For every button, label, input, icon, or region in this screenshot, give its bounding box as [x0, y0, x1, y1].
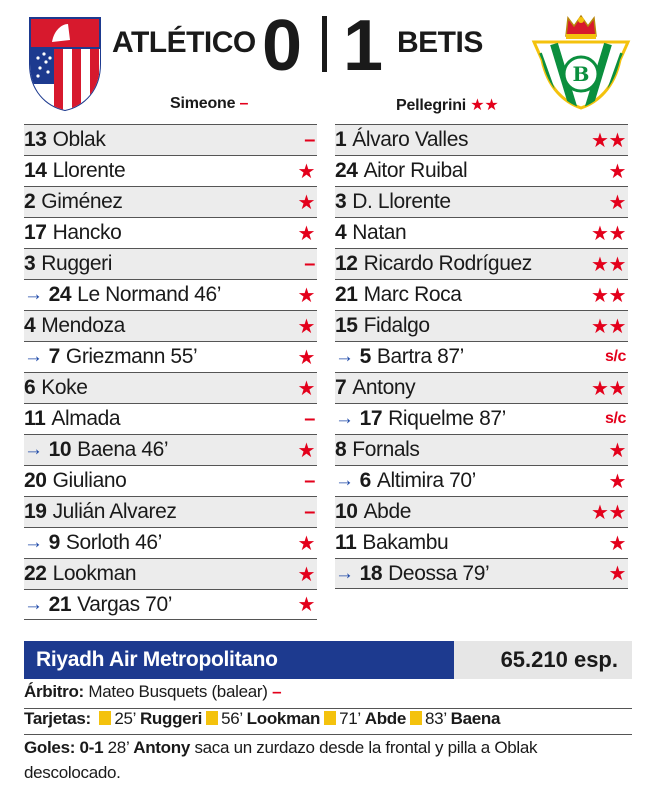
player-name: Sorloth 46’	[65, 531, 162, 554]
player-number: 13	[24, 128, 47, 151]
player-name: Deossa 79’	[388, 561, 490, 585]
player-number: 2	[24, 190, 36, 213]
player-name: Le Normand 46’	[77, 283, 221, 306]
goal-scorer: Antony	[133, 738, 190, 757]
player-row	[24, 558, 317, 589]
away-coach-name: Pellegrini	[396, 97, 467, 114]
player-rating: ★★	[590, 501, 626, 524]
player-name: Álvaro Valles	[352, 128, 469, 151]
player-row	[24, 341, 317, 372]
player-row	[335, 310, 628, 341]
player-row	[335, 124, 628, 155]
player-rating: ★★	[590, 315, 626, 338]
player-rating: ★	[297, 377, 315, 400]
away-coach-rating: ★★	[470, 97, 499, 114]
player-number: 11	[24, 407, 46, 430]
player-number: 10	[48, 438, 72, 461]
player-name: Griezmann 55’	[65, 345, 198, 368]
home-coach	[170, 95, 248, 113]
cards-line	[24, 708, 632, 732]
player-number: 17	[359, 407, 383, 430]
home-score: 0	[262, 6, 303, 86]
card-player: Ruggeri	[139, 709, 203, 728]
player-name: Aitor Ruibal	[363, 159, 468, 182]
goals-line	[24, 734, 632, 785]
player-name: Fornals	[352, 438, 420, 461]
player-rating: ★	[297, 222, 315, 245]
player-number: 21	[48, 592, 72, 616]
player-number: 5	[359, 345, 371, 368]
player-name: Lookman	[52, 562, 137, 585]
player-row	[335, 186, 628, 217]
player-number: 6	[24, 376, 36, 399]
player-number: 22	[24, 562, 47, 585]
card-player: Lookman	[246, 709, 321, 728]
home-coach-name: Simeone	[170, 95, 236, 112]
referee-name: Mateo Busquets (balear)	[88, 682, 268, 701]
substitution-arrow-icon: →	[335, 562, 354, 584]
player-row	[24, 155, 317, 186]
away-coach	[396, 95, 499, 115]
atletico-crest-icon	[26, 14, 104, 112]
player-row	[24, 372, 317, 403]
attendance: 65.210 esp.	[454, 641, 632, 679]
goals-label: Goles:	[24, 738, 76, 757]
player-rating: –	[304, 252, 315, 275]
player-number: 11	[335, 531, 357, 554]
player-rating: ★★	[590, 377, 626, 400]
player-name: Vargas 70’	[77, 592, 173, 616]
player-name: Fidalgo	[363, 314, 430, 337]
player-rating: ★	[608, 439, 626, 462]
player-rating: s/c	[604, 348, 626, 365]
player-number: 18	[359, 561, 383, 585]
player-rating: ★	[297, 532, 315, 555]
player-row	[24, 248, 317, 279]
player-rating: ★	[608, 160, 626, 183]
player-rating: s/c	[604, 410, 626, 427]
referee-label: Árbitro:	[24, 682, 84, 701]
player-row	[335, 248, 628, 279]
referee-line	[24, 682, 632, 706]
goals-score: 0-1	[79, 738, 104, 757]
player-row	[335, 465, 628, 496]
player-rating: ★	[608, 563, 626, 585]
player-number: 7	[48, 345, 60, 368]
player-row	[335, 496, 628, 527]
player-rating: ★★	[590, 253, 626, 276]
player-rating: ★	[608, 191, 626, 214]
player-row	[24, 589, 317, 620]
substitution-arrow-icon: →	[24, 439, 43, 460]
player-name: Ricardo Rodríguez	[363, 252, 532, 275]
player-row	[335, 403, 628, 434]
cards-label: Tarjetas:	[24, 709, 91, 728]
home-team-name: ATLÉTICO	[112, 26, 256, 59]
player-row	[335, 558, 628, 589]
player-number: 14	[24, 159, 47, 182]
player-number: 20	[24, 469, 47, 492]
player-rating: ★	[297, 346, 315, 369]
card-player: Baena	[450, 709, 501, 728]
player-row	[24, 186, 317, 217]
player-name: Giuliano	[52, 469, 127, 492]
referee-rating: –	[272, 682, 282, 701]
substitution-arrow-icon: →	[24, 346, 43, 367]
player-rating: ★	[297, 191, 315, 214]
player-row	[24, 124, 317, 155]
yellow-card-icon	[99, 711, 111, 725]
player-number: 12	[335, 252, 358, 275]
player-rating: ★★	[590, 284, 626, 307]
player-row	[24, 465, 317, 496]
cards-list	[95, 709, 500, 728]
player-name: Marc Roca	[363, 283, 462, 306]
player-number: 21	[335, 283, 358, 306]
player-row	[335, 527, 628, 558]
player-number: 10	[335, 500, 358, 523]
player-name: Giménez	[41, 190, 123, 213]
card-minute: 71’	[339, 709, 361, 728]
player-row	[24, 217, 317, 248]
player-number: 19	[24, 500, 47, 523]
player-name: Abde	[363, 500, 412, 523]
player-name: Llorente	[52, 159, 126, 182]
player-rating: ★	[297, 160, 315, 183]
yellow-card-icon	[324, 711, 336, 725]
player-number: 24	[48, 283, 72, 306]
player-row	[24, 310, 317, 341]
yellow-card-icon	[410, 711, 422, 725]
player-row	[335, 341, 628, 372]
player-name: Natan	[352, 221, 407, 244]
player-rating: –	[304, 128, 315, 151]
away-score: 1	[343, 6, 384, 86]
player-number: 3	[24, 252, 36, 275]
player-rating: ★	[297, 594, 315, 616]
player-number: 4	[335, 221, 347, 244]
player-name: Mendoza	[41, 314, 125, 337]
player-rating: ★	[297, 284, 315, 307]
player-number: 8	[335, 438, 347, 461]
away-team-name: BETIS	[397, 26, 483, 59]
player-number: 1	[335, 128, 347, 151]
card-minute: 56’	[221, 709, 243, 728]
player-number: 9	[48, 531, 60, 554]
player-rating: ★★	[590, 222, 626, 245]
substitution-arrow-icon: →	[24, 532, 43, 553]
player-name: D. Llorente	[352, 190, 451, 213]
player-rating: ★	[297, 563, 315, 586]
player-name: Riquelme 87’	[388, 407, 506, 430]
match-header	[0, 0, 657, 120]
stadium-name: Riyadh Air Metropolitano	[24, 641, 454, 679]
stadium-bar	[24, 641, 632, 679]
player-rating: –	[304, 500, 315, 523]
player-name: Almada	[51, 407, 121, 430]
substitution-arrow-icon: →	[335, 408, 354, 429]
score-separator	[322, 16, 327, 72]
player-rating: –	[304, 469, 315, 492]
substitution-arrow-icon: →	[24, 284, 43, 305]
player-number: 6	[359, 469, 371, 492]
player-row	[335, 155, 628, 186]
player-row	[335, 434, 628, 465]
player-name: Bartra 87’	[376, 345, 464, 368]
player-rating: ★	[297, 315, 315, 338]
player-name: Bakambu	[362, 531, 449, 554]
card-minute: 83’	[425, 709, 447, 728]
svg-text:B: B	[572, 62, 590, 86]
card-player: Abde	[364, 709, 407, 728]
player-name: Oblak	[52, 128, 106, 151]
substitution-arrow-icon: →	[335, 346, 354, 367]
player-name: Julián Alvarez	[52, 500, 177, 523]
goal-description: saca un zurdazo desde la frontal y pilla a Oblak descolocado.	[24, 738, 538, 782]
player-number: 3	[335, 190, 347, 213]
player-row	[24, 527, 317, 558]
player-row	[335, 217, 628, 248]
yellow-card-icon	[206, 711, 218, 725]
player-name: Ruggeri	[41, 252, 113, 275]
player-name: Baena 46’	[77, 438, 169, 461]
player-rating: ★	[608, 470, 626, 493]
player-rating: ★	[608, 532, 626, 555]
player-name: Antony	[352, 376, 416, 399]
player-row	[24, 279, 317, 310]
player-number: 24	[335, 159, 358, 182]
substitution-arrow-icon: →	[335, 470, 354, 491]
player-row	[24, 496, 317, 527]
card-minute: 25’	[114, 709, 136, 728]
player-number: 15	[335, 314, 358, 337]
home-lineup-list	[24, 124, 317, 620]
player-row	[24, 403, 317, 434]
player-rating: ★	[297, 439, 315, 462]
betis-crest-icon	[528, 14, 634, 110]
player-number: 17	[24, 221, 47, 244]
player-rating: –	[304, 407, 315, 430]
player-name: Hancko	[52, 221, 122, 244]
player-name: Altimira 70’	[376, 469, 476, 492]
goal-minute: 28’	[107, 738, 129, 757]
player-number: 7	[335, 376, 347, 399]
away-lineup-list	[335, 124, 628, 589]
player-row	[335, 372, 628, 403]
player-row	[24, 434, 317, 465]
player-rating: ★★	[590, 129, 626, 152]
home-coach-rating: –	[239, 95, 249, 112]
substitution-arrow-icon: →	[24, 593, 43, 615]
player-name: Koke	[41, 376, 88, 399]
player-row	[335, 279, 628, 310]
player-number: 4	[24, 314, 36, 337]
